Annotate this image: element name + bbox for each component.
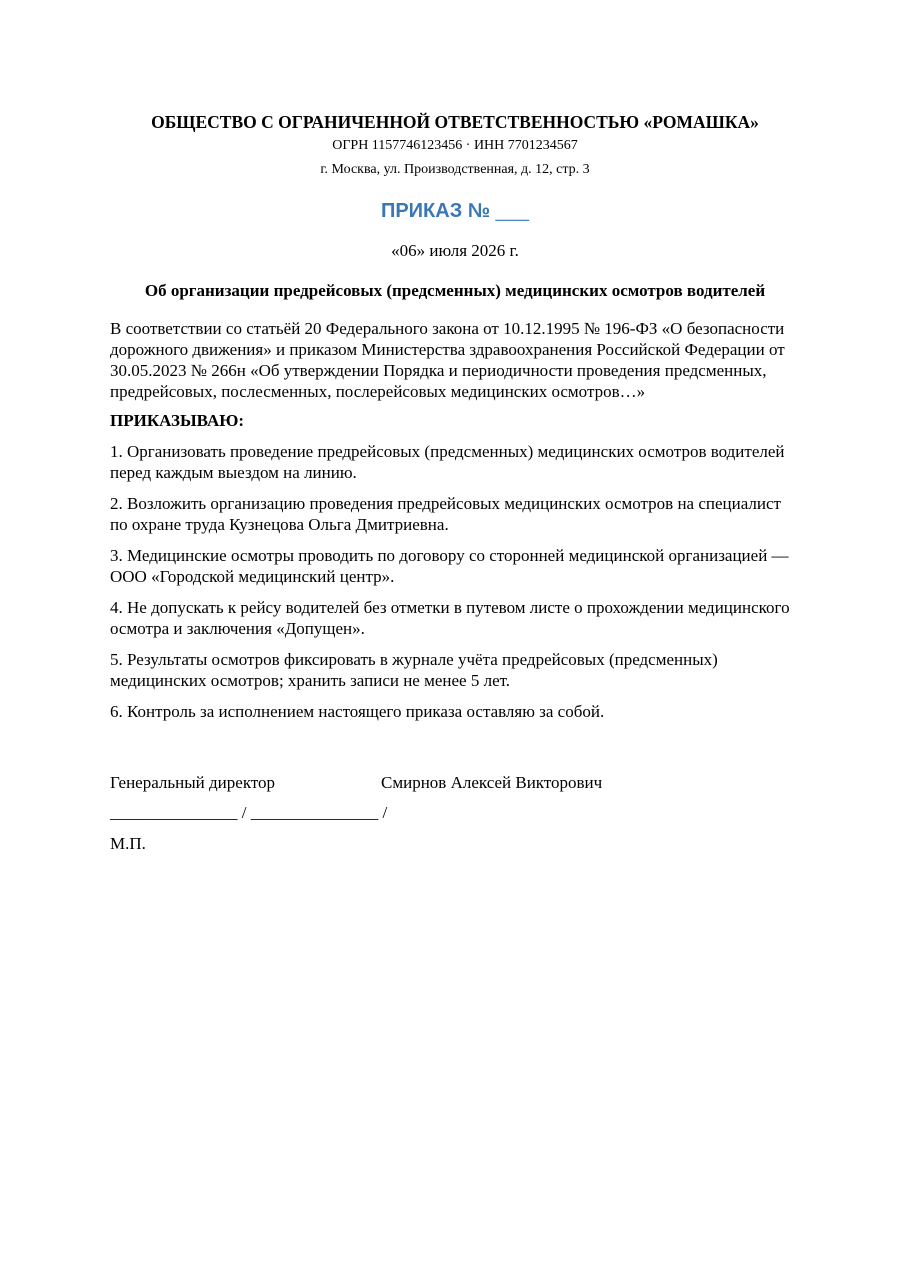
order-title-label: ПРИКАЗ № [380, 200, 491, 222]
signature-row [110, 772, 790, 794]
signer-position: Генеральный директор [110, 773, 276, 792]
organization-registration: ОГРН 1157746123456 · ИНН 7701234567 [332, 138, 578, 153]
order-directive-word: ПРИКАЗЫВАЮ: [110, 411, 245, 430]
order-number-blank: ___ [495, 200, 530, 222]
organization-name: ОБЩЕСТВО С ОГРАНИЧЕННОЙ ОТВЕТСТВЕННОСТЬЮ «РОМАШКА» [151, 112, 759, 132]
order-item: 5. Результаты осмотров фиксировать в журнале учёта предрейсовых (предсменных) медицинских осмотров; хранить записи не менее 5 лет. [110, 650, 718, 690]
order-date: «06» июля 2026 г. [391, 241, 519, 260]
signer-name: Смирнов Алексей Викторович [381, 773, 603, 792]
order-item: 1. Организовать проведение предрейсовых (предсменных) медицинских осмотров водителей перед каждым выездом на линию. [110, 442, 785, 482]
order-item: 4. Не допускать к рейсу водителей без отметки в путевом листе о прохождении медицинского осмотра и заключения «Допущен». [110, 598, 790, 638]
order-item: 3. Медицинские осмотры проводить по договору со сторонней медицинской организацией — ООО «Городской медицинский центр». [110, 546, 789, 586]
order-item: 2. Возложить организацию проведения предрейсовых медицинских осмотров на специалист по охране труда Кузнецова Ольга Дмитриевна. [110, 494, 781, 534]
stamp-placeholder: М.П. [110, 834, 146, 853]
order-title [0, 198, 910, 224]
order-preamble: В соответствии со статьёй 20 Федерального закона от 10.12.1995 № 196-ФЗ «О безопасности дорожного движения» и приказом Министерства здравоохранения Российской Федерации от 30.05.2023 № 266н «Об утверждении Порядка и периодичности проведения предсменных, предрейсовых, послесменных, послерейсовых медицинских осмотров…» [110, 319, 785, 401]
organization-address: г. Москва, ул. Производственная, д. 12, стр. 3 [320, 162, 590, 177]
order-subject: Об организации предрейсовых (предсменных) медицинских осмотров водителей [144, 281, 766, 300]
order-item: 6. Контроль за исполнением настоящего приказа оставляю за собой. [110, 702, 605, 721]
signature-lines: _______________ / _______________ / [110, 803, 388, 822]
order-body [110, 318, 790, 732]
